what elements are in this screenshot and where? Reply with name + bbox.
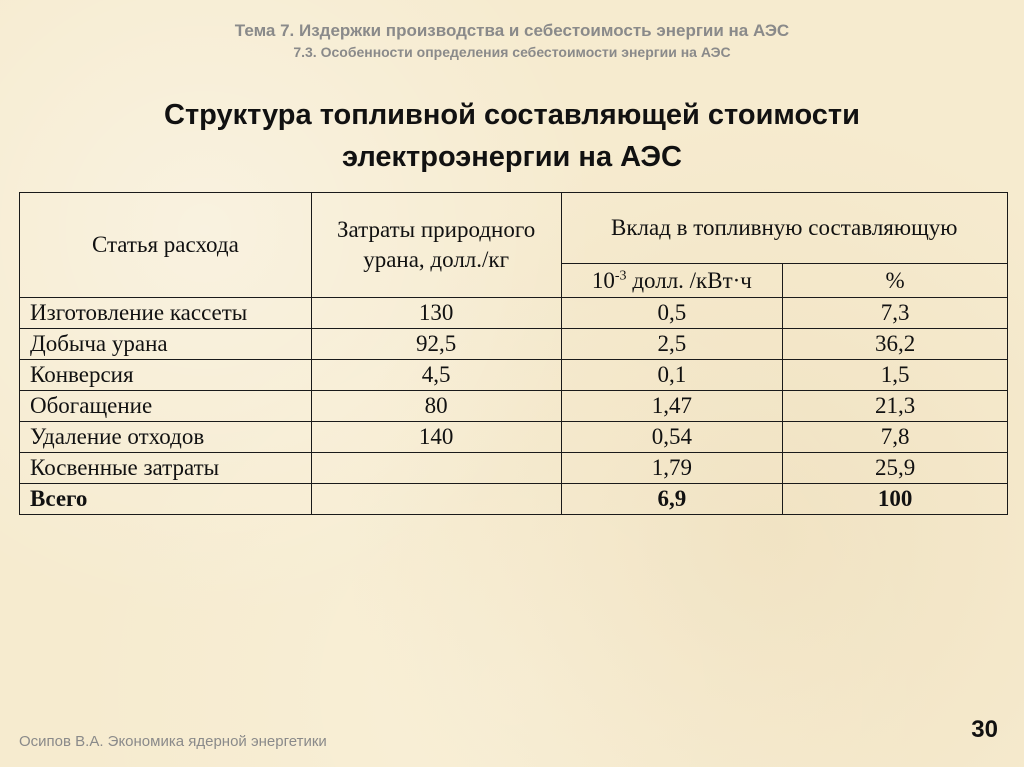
- cell-cost-per-kwh: 1,47: [561, 391, 783, 422]
- cell-percent: 100: [783, 484, 1008, 515]
- header-cost-per-kwh: [561, 264, 783, 298]
- cell-cost-per-kwh: 0,1: [561, 360, 783, 391]
- cell-cost-per-kwh: 0,5: [561, 298, 783, 329]
- cell-cost-per-kwh: 1,79: [561, 453, 783, 484]
- cell-uranium-cost: 4,5: [311, 360, 561, 391]
- slide-title: [0, 94, 1024, 178]
- page-number: 30: [971, 716, 998, 743]
- cell-percent: 1,5: [783, 360, 1008, 391]
- header-uranium-cost: Затраты природного урана, долл./кг: [311, 193, 561, 298]
- table-total-row: [20, 484, 1008, 515]
- cell-uranium-cost: [311, 484, 561, 515]
- cell-cost-per-kwh: 6,9: [561, 484, 783, 515]
- slide-title-line-2: электроэнергии на АЭС: [342, 141, 682, 173]
- cell-percent: 7,3: [783, 298, 1008, 329]
- cell-cost-per-kwh: 0,54: [561, 422, 783, 453]
- fuel-cost-table: [19, 192, 1008, 515]
- unit-exponent: -3: [614, 267, 627, 283]
- cell-item: Добыча урана: [20, 329, 312, 360]
- unit-base: 10: [591, 267, 615, 293]
- table-row: [20, 391, 1008, 422]
- cell-percent: 25,9: [783, 453, 1008, 484]
- header-percent: %: [783, 264, 1008, 298]
- slide-title-line-1: Структура топливной составляющей стоимости: [164, 99, 860, 131]
- table-row: [20, 298, 1008, 329]
- cell-percent: 7,8: [783, 422, 1008, 453]
- cell-item: Обогащение: [20, 391, 312, 422]
- table-row: [20, 360, 1008, 391]
- cell-uranium-cost: 92,5: [311, 329, 561, 360]
- header-item: Статья расхода: [20, 193, 312, 298]
- table-row: [20, 329, 1008, 360]
- footer-author: Осипов В.А. Экономика ядерной энергетики: [19, 733, 327, 750]
- cell-item: Изготовление кассеты: [20, 298, 312, 329]
- table-row: [20, 422, 1008, 453]
- unit-rest: долл. /кВт·ч: [626, 267, 752, 293]
- cell-item: Удаление отходов: [20, 422, 312, 453]
- cell-percent: 21,3: [783, 391, 1008, 422]
- table-row: [20, 453, 1008, 484]
- cell-percent: 36,2: [783, 329, 1008, 360]
- cell-uranium-cost: 80: [311, 391, 561, 422]
- slide-header: [0, 20, 1024, 62]
- cell-uranium-cost: 140: [311, 422, 561, 453]
- cell-item: Конверсия: [20, 360, 312, 391]
- header-contribution: Вклад в топливную составляющую: [561, 193, 1008, 264]
- cell-item: Всего: [20, 484, 312, 515]
- subtopic-heading: 7.3. Особенности определения себестоимости энергии на АЭС: [293, 44, 731, 60]
- table-header-row: [20, 193, 1008, 264]
- cell-uranium-cost: 130: [311, 298, 561, 329]
- cell-item: Косвенные затраты: [20, 453, 312, 484]
- cell-uranium-cost: [311, 453, 561, 484]
- topic-heading: Тема 7. Издержки производства и себестоимость энергии на АЭС: [234, 21, 790, 40]
- cell-cost-per-kwh: 2,5: [561, 329, 783, 360]
